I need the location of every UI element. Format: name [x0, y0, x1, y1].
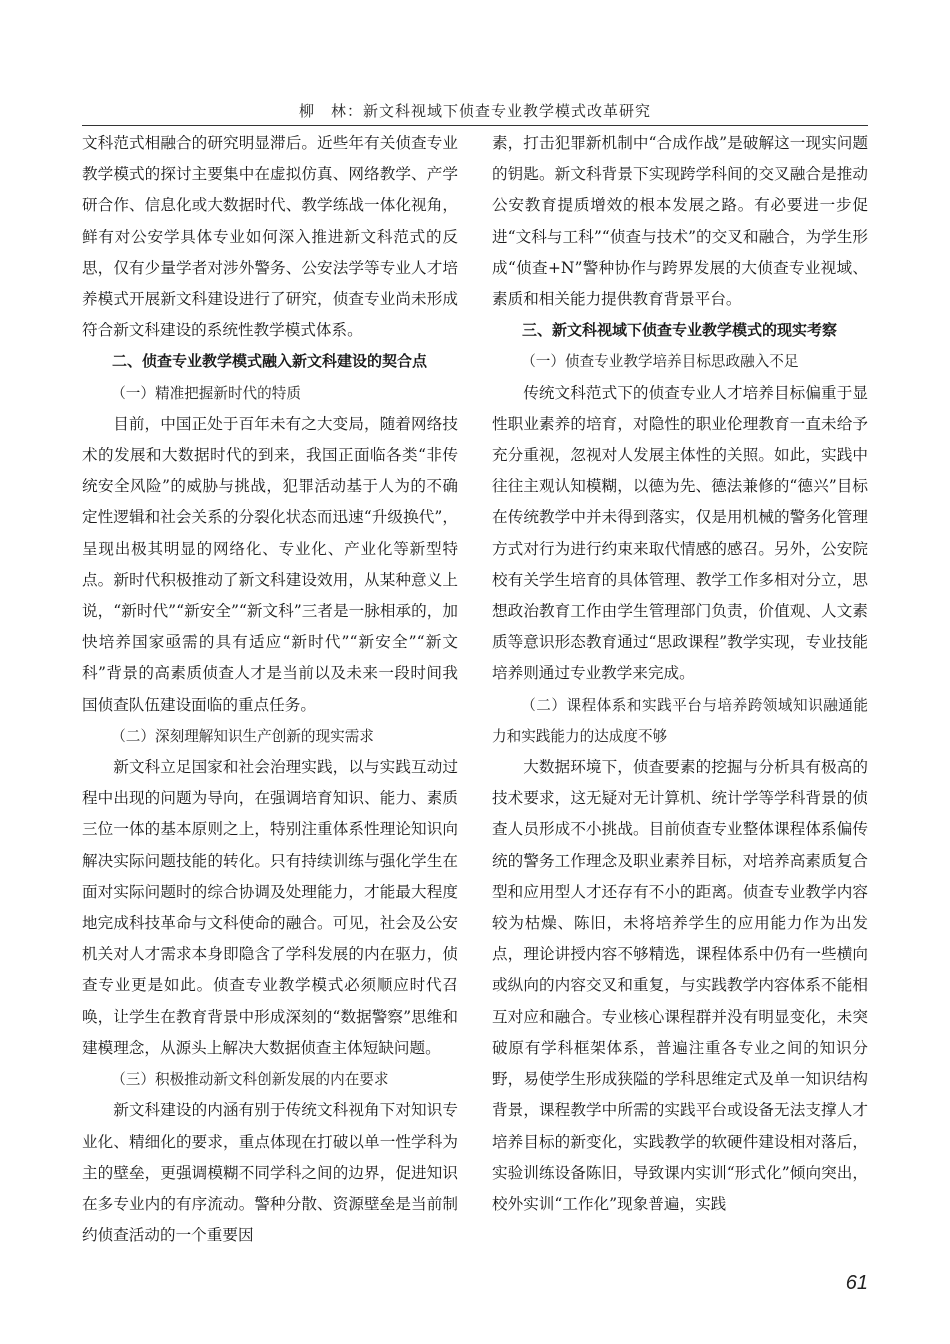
right-column	[492, 128, 868, 1220]
running-head: 柳 林：新文科视域下侦查专业教学模式改革研究	[298, 102, 651, 120]
section-heading: 三、新文科视域下侦查专业教学模式的现实考察	[522, 321, 838, 340]
subsection-heading: （一）侦查专业教学培养目标思政融入不足	[521, 353, 799, 371]
body-paragraph: 目前，中国正处于百年未有之大变局，随着网络技术的发展和大数据时代的到来，我国正面临各类“非传统安全风险”的威胁与挑战，犯罪活动基于人为的不确定性逻辑和社会关系的分裂化状态而迅速“升级换代”，呈现出极其明显的网络化、专业化、产业化等新型特点。新时代积极推动了新文科建设效用，从某种意义上说，“新时代”“新安全”“新文科”三者是一脉相承的，加快培养国家亟需的具有适应“新时代”“新安全”“新文科”背景的高素质侦查人才是当前以及未来一段时间我国侦查队伍建设面临的重点任务。	[82, 414, 458, 714]
left-column	[82, 128, 458, 1251]
subsection-heading: （二）课程体系和实践平台与培养跨领域知识融通能力和实践能力的达成度不够	[492, 696, 868, 745]
body-paragraph: 大数据环境下，侦查要素的挖掘与分析具有极高的技术要求，这无疑对无计算机、统计学等学科背景的侦查人员形成不小挑战。目前侦查专业整体课程体系偏传统的警务工作理念及职业素养目标，对培养高素质复合型和应用型人才还存有不小的距离。侦查专业教学内容较为枯燥、陈旧，未将培养学生的应用能力作为出发点，理论讲授内容不够精选，课程体系中仍有一些横向或纵向的内容交叉和重复，与实践教学内容体系不能相互对应和融合。专业核心课程群并没有明显变化，未突破原有学科框架体系，普遍注重各专业之间的知识分野，易使学生形成狭隘的学科思维定式及单一知识结构背景，课程教学中所需的实践平台或设备无法支撑人才培养目标的新变化，实践教学的软硬件建设相对落后，实验训练设备陈旧，导致课内实训“形式化”倾向突出，校外实训“工作化”现象普遍，实践	[492, 758, 868, 1213]
subsection-heading: （二）深刻理解知识生产创新的现实需求	[111, 727, 374, 745]
body-paragraph: 传统文科范式下的侦查专业人才培养目标偏重于显性职业素养的培育，对隐性的职业伦理教育一直未给予充分重视，忽视对人发展主体性的关照。如此，实践中往往主观认知模糊，以德为先、德法兼修的“德兴”目标在传统教学中并未得到落实，仅是用机械的警务化管理方式对行为进行约束来取代情感的感召。另外，公安院校有关学生培育的具体管理、教学工作多相对分立，思想政治教育工作由学生管理部门负责，价值观、人文素质等意识形态教育通过“思政课程”教学实现，专业技能培养则通过专业教学来完成。	[492, 383, 868, 683]
body-paragraph: 新文科立足国家和社会治理实践，以与实践互动过程中出现的问题为导向，在强调培育知识、能力、素质三位一体的基本原则之上，特别注重体系性理论知识向解决实际问题技能的转化。只有持续训练与强化学生在面对实际问题时的综合协调及处理能力，才能最大程度地完成科技革命与文科使命的融合。可见，社会及公安机关对人才需求本身即隐含了学科发展的内在驱力，侦查专业更是如此。侦查专业教学模式必须顺应时代召唤，让学生在教育背景中形成深刻的“数据警察”思维和建模理念，从源头上解决大数据侦查主体短缺问题。	[82, 758, 458, 1057]
page-number: 61	[845, 1272, 868, 1294]
body-paragraph: 素，打击犯罪新机制中“合成作战”是破解这一现实问题的钥匙。新文科背景下实现跨学科间的交叉融合是推动公安教育提质增效的根本发展之路。有必要进一步促进“文科与工科”“侦查与技术”的交叉和融合，为学生形成“侦查+N”警种协作与跨界发展的大侦查专业视域、素质和相关能力提供教育背景平台。	[492, 134, 868, 309]
body-paragraph: 文科范式相融合的研究明显滞后。近些年有关侦查专业教学模式的探讨主要集中在虚拟仿真、网络教学、产学研合作、信息化或大数据时代、教学练战一体化视角，鲜有对公安学具体专业如何深入推进新文科范式的反思，仅有少量学者对涉外警务、公安法学等专业人才培养模式开展新文科建设进行了研究，侦查专业尚未形成符合新文科建设的系统性教学模式体系。	[82, 134, 458, 340]
header-divider	[82, 125, 868, 126]
body-paragraph: 新文科建设的内涵有别于传统文科视角下对知识专业化、精细化的要求，重点体现在打破以单一性学科为主的壁垒，更强调模糊不同学科之间的边界，促进知识在多专业内的有序流动。警种分散、资源壁垒是当前制约侦查活动的一个重要因	[82, 1101, 458, 1245]
section-heading: 二、侦查专业教学模式融入新文科建设的契合点	[112, 352, 428, 371]
subsection-heading: （三）积极推动新文科创新发展的内在要求	[111, 1071, 389, 1089]
subsection-heading: （一）精准把握新时代的特质	[111, 384, 301, 402]
